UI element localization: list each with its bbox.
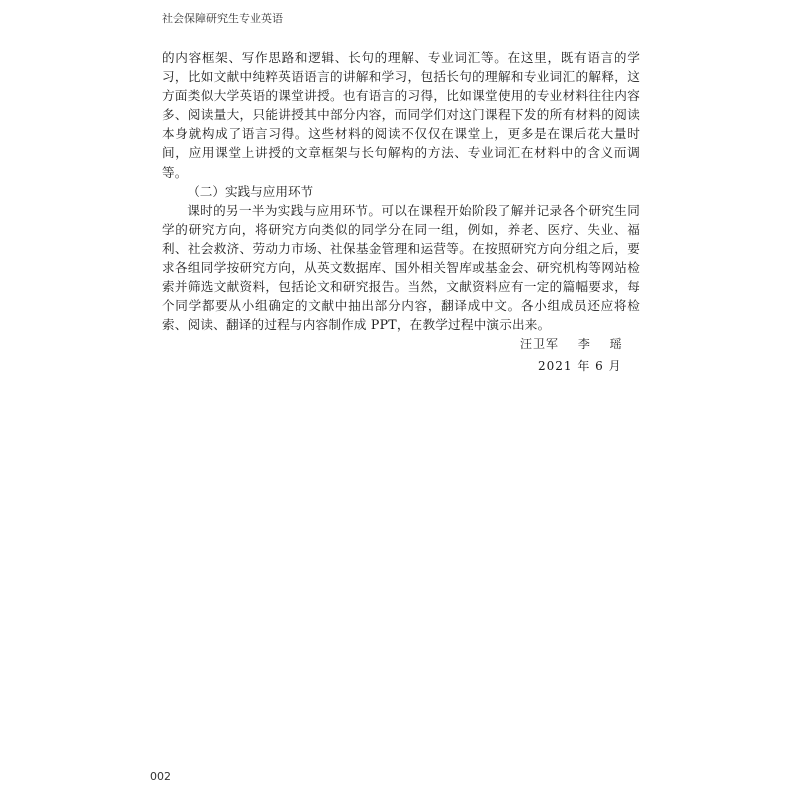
- author-names: 汪卫军 李 瑶: [520, 337, 623, 351]
- running-header: 社会保障研究生专业英语: [162, 12, 283, 25]
- paragraph-continued: 的内容框架、写作思路和逻辑、长句的理解、专业词汇等。在这里，既有语言的学习，比如文献中纯粹英语语言的讲解和学习，包括长句的理解和专业词汇的解释，这方面类似大学英语的课堂讲授。也有语言的习得，比如课堂使用的专业材料往往内容多、阅读量大，只能讲授其中部分内容，而同学们对这门课程下发的所有材料的阅读本身就构成了语言习得。这些材料的阅读不仅仅在课堂上，更多是在课后花大量时间，应用课堂上讲授的文章框架与长句解构的方法、专业词汇在材料中的含义而调等。: [162, 50, 640, 180]
- section-heading: （二）实践与应用环节: [187, 183, 314, 199]
- page-number: 002: [150, 770, 171, 783]
- signature-block: [520, 333, 623, 377]
- body-text: [162, 48, 640, 334]
- paragraph-practice: 课时的另一半为实践与应用环节。可以在课程开始阶段了解并记录各个研究生同学的研究方向，将研究方向类似的同学分在同一组，例如，养老、医疗、失业、福利、社会救济、劳动力市场、社保基金管理和运营等。在按照研究方向分组之后，要求各组同学按研究方向，从英文数据库、国外相关智库或基金会、研究机构等网站检索并筛选文献资料，包括论文和研究报告。当然，文献资料应有一定的篇幅要求，每个同学都要从小组确定的文献中抽出部分内容，翻译成中文。各小组成员还应将检索、阅读、翻译的过程与内容制作成 PPT，在教学过程中演示出来。: [162, 202, 640, 333]
- signature-date: 2021 年 6 月: [538, 359, 622, 373]
